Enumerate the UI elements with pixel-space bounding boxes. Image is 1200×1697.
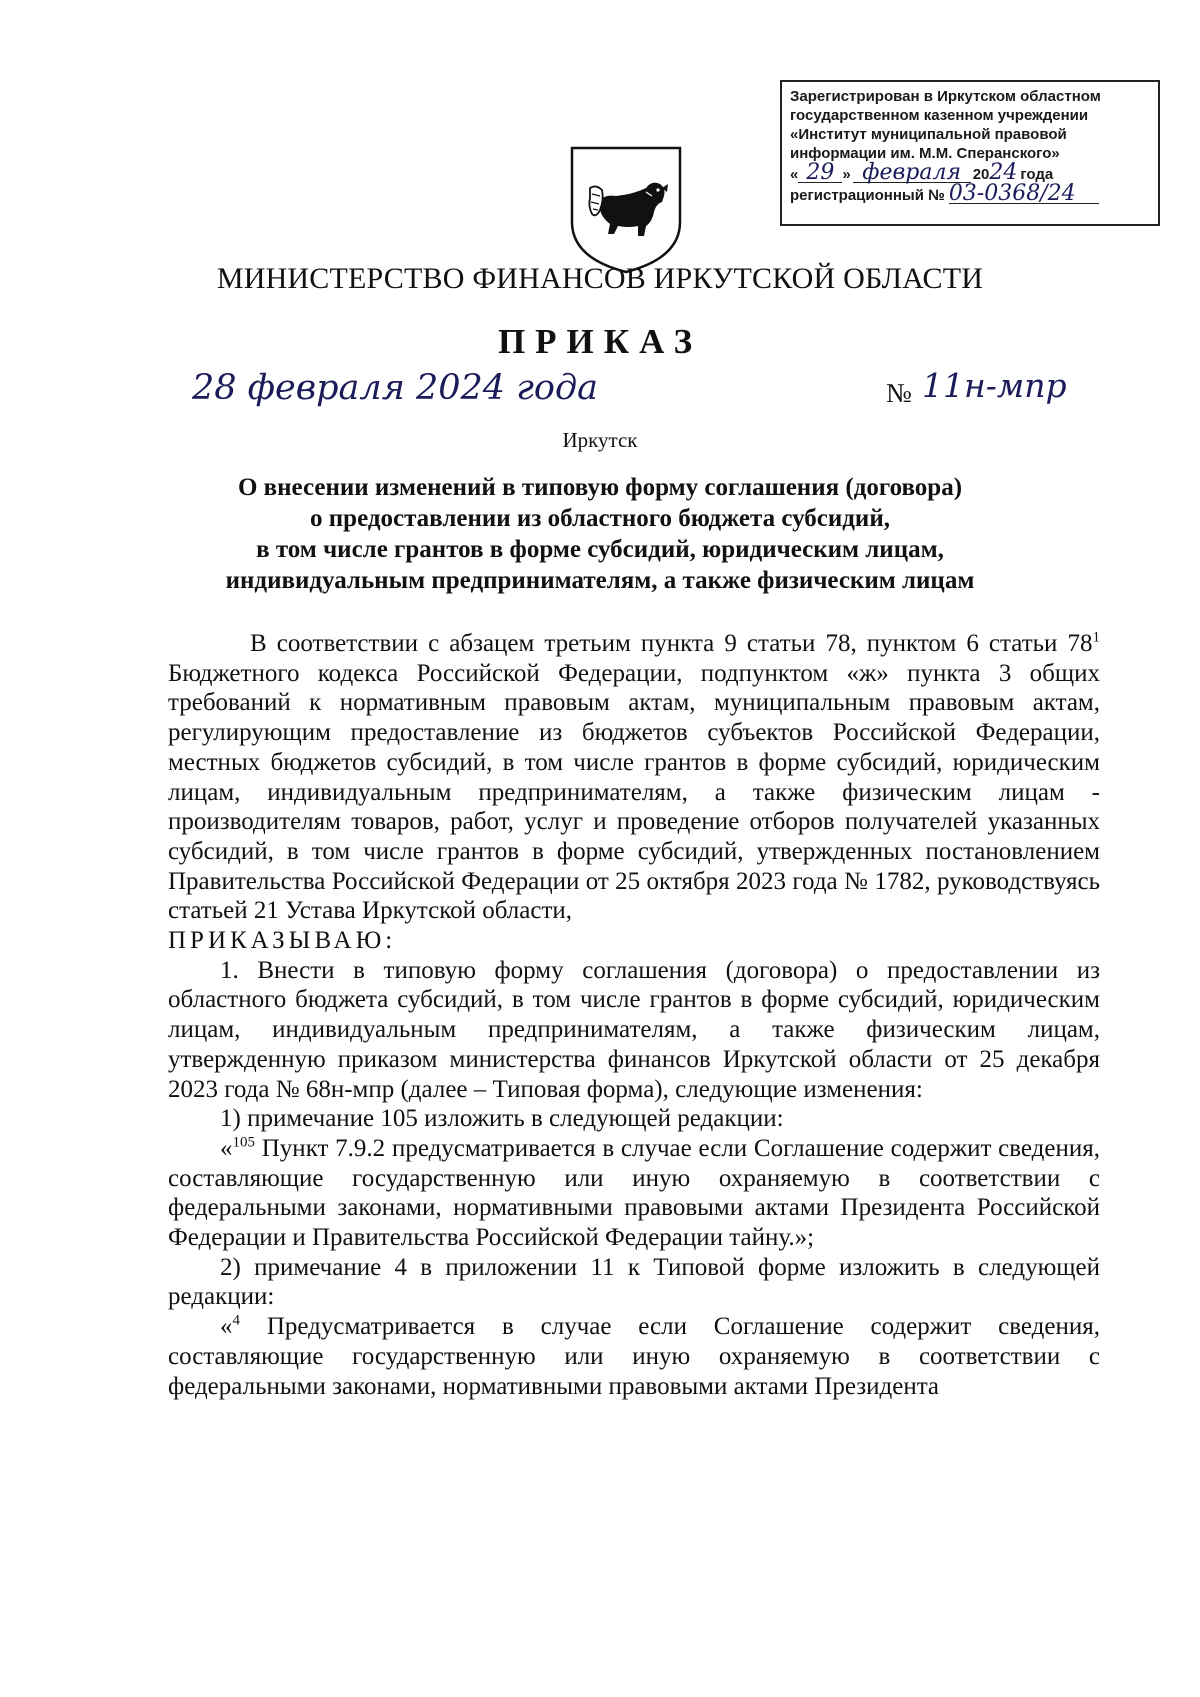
document-body	[168, 629, 1100, 1401]
stamp-line: «Институт муниципальной правовой	[790, 126, 1067, 143]
handwritten-number: 11н-мпр	[922, 366, 1067, 405]
registration-stamp	[780, 80, 1160, 226]
stamp-line: Зарегистрирован в Иркутском областном	[790, 88, 1101, 105]
stamp-date-day: 29	[798, 163, 842, 183]
stamp-date-suffix: года	[1020, 166, 1054, 183]
stamp-date-close-quote: »	[842, 166, 851, 183]
stamp-reg-label: регистрационный №	[790, 187, 945, 204]
quote-1-text: Пункт 7.9.2 предусматривается в случае если Соглашение содержит сведения, составляющие государственную или иную охраняемую в соответствии с федеральными законами, нормативными правовыми актами Президента Российской Федерации и Правительства Российской Федерации тайну.»;	[168, 1134, 1100, 1252]
title-line: О внесении изменений в типовую форму соглашения (договора)	[237, 474, 963, 501]
superscript: 4	[232, 1312, 240, 1329]
quote-2-text: Предусматривается в случае если Соглашение содержит сведения, составляющие государственную или иную охраняемую в соответствии с федеральными законами, нормативными правовыми актами Президента	[168, 1313, 1100, 1400]
title-line: индивидуальным предпринимателям, а также физическим лицам	[225, 567, 975, 594]
subitem-1-paragraph: 1) примечание 105 изложить в следующей редакции:	[220, 1105, 784, 1133]
stamp-date-year-prefix: 20	[972, 166, 990, 183]
stamp-line: информации им. М.М. Сперанского»	[790, 145, 1060, 162]
preamble-paragraph	[168, 629, 1100, 926]
preamble-text-b: Бюджетного кодекса Российской Федерации, подпунктом «ж» пункта 3 общих требований к нормативным правовым актам, муниципальным правовым актам, регулирующим предоставление из бюджетов субъектов Российской Федерации, местных бюджетов субсидий, в том числе грантов в форме субсидий, юридическим лицам, индивидуальным предпринимателям, а также физическим лицам - производителям товаров, работ, услуг и проведение отборов получателей указанных субсидий, в том числе грантов в форме субсидий, утвержденных постановлением Правительства Российской Федерации от 25 октября 2023 года № 1782, руководствуясь статьей 21 Устава Иркутской области,	[168, 659, 1100, 925]
superscript: 105	[232, 1134, 255, 1151]
quote-open: «	[220, 1313, 233, 1341]
document-title	[150, 472, 1050, 596]
stamp-reg-row	[790, 181, 1150, 206]
stamp-date-year: 24	[989, 160, 1018, 185]
ministry-name: МИНИСТЕРСТВО ФИНАНСОВ ИРКУТСКОЙ ОБЛАСТИ	[216, 262, 984, 295]
order-word: ПРИКАЗЫВАЮ:	[168, 927, 397, 955]
quote-1-paragraph	[168, 1134, 1100, 1253]
stamp-reg-number: 03-0368/24	[949, 184, 1099, 204]
number-label: №	[886, 378, 912, 408]
document-type: ПРИКАЗ	[497, 322, 703, 361]
stamp-date-open-quote: «	[790, 166, 799, 183]
stamp-date-month: февраля	[853, 163, 971, 183]
subitem-2-paragraph: 2) примечание 4 в приложении 11 к Типовой форме изложить в следующей редакции:	[168, 1253, 1100, 1311]
irkutsk-coat-of-arms-icon	[568, 144, 684, 276]
item-1-paragraph: 1. Внести в типовую форму соглашения (договора) о предоставлении из областного бюджета субсидий, в том числе грантов в форме субсидий, юридическим лицам, индивидуальным предпринимателям, а также физическим лицам, утвержденную приказом министерства финансов Иркутской области от 25 декабря 2023 года № 68н-мпр (далее – Типовая форма), следующие изменения:	[168, 956, 1100, 1103]
quote-open: «	[220, 1134, 233, 1162]
city: Иркутск	[562, 428, 638, 452]
preamble-text-a: В соответствии с абзацем третьим пункта 9 статьи 78, пунктом 6 статьи 78	[250, 630, 1093, 657]
title-line: о предоставлении из областного бюджета субсидий,	[310, 505, 890, 532]
quote-2-paragraph	[168, 1312, 1100, 1401]
superscript: 1	[1092, 629, 1100, 646]
title-line: в том числе грантов в форме субсидий, юридическим лицам,	[256, 536, 944, 563]
stamp-line: государственном казенном учреждении	[790, 107, 1089, 124]
handwritten-date: 28 февраля 2024 года	[192, 368, 599, 408]
